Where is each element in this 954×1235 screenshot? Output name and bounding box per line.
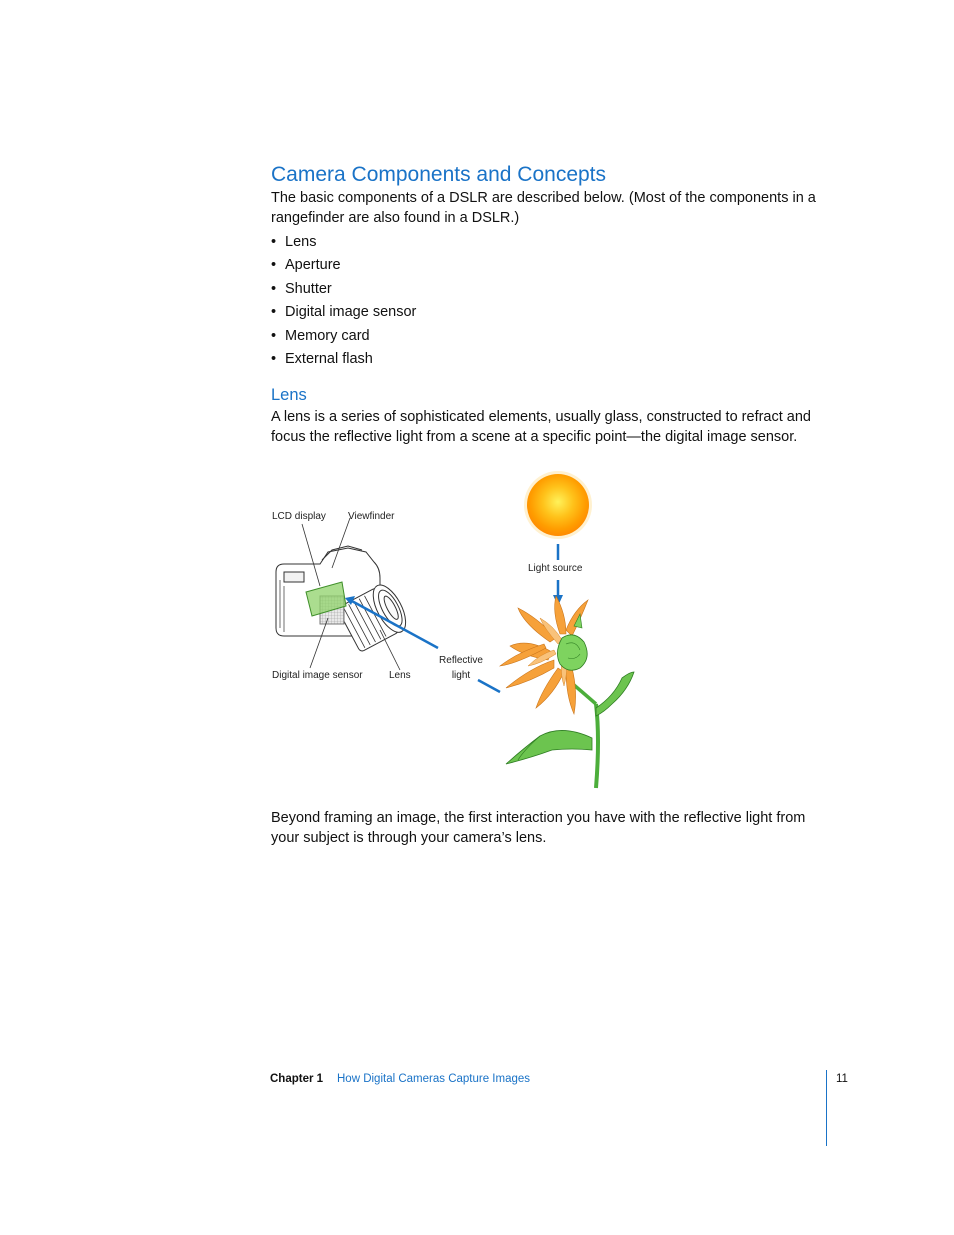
footer-chapter-label: Chapter 1 xyxy=(270,1073,324,1085)
footer-divider xyxy=(826,1070,827,1146)
label-lcd-display: LCD display xyxy=(272,511,326,522)
list-item: • Lens xyxy=(271,234,317,250)
bullet: • xyxy=(271,280,277,297)
list-item: • Memory card xyxy=(271,327,370,344)
list-item: • Shutter xyxy=(271,280,332,297)
bullet: • xyxy=(271,234,277,250)
closing-paragraph: Beyond framing an image, the first interaction you have with the reflective light from your subject is through your camera’s lens. xyxy=(271,810,806,846)
label-viewfinder: Viewfinder xyxy=(348,511,395,522)
list-item: • Digital image sensor xyxy=(271,304,417,321)
section-heading-lens: Lens xyxy=(271,386,307,404)
bullet: • xyxy=(271,350,277,367)
lens-paragraph: A lens is a series of sophisticated elements, usually glass, constructed to refract and focus the reflective light from a scene at a specific point—the digital image sensor. xyxy=(271,409,811,445)
label-light-source: Light source xyxy=(528,563,583,574)
intro-paragraph: The basic components of a DSLR are described below. (Most of the components in a rangefinder are also found in a DSLR.) xyxy=(271,190,816,226)
list-item: • Aperture xyxy=(271,257,341,274)
bullet: • xyxy=(271,327,277,344)
list-item: • External flash xyxy=(271,350,373,367)
sun-icon xyxy=(524,471,592,539)
bullet: • xyxy=(271,257,277,274)
label-reflective-light: Reflective light xyxy=(439,655,483,681)
camera-light-diagram xyxy=(262,468,662,798)
label-lens: Lens xyxy=(389,670,411,681)
component-list xyxy=(271,232,416,372)
camera-illustration xyxy=(276,546,412,653)
page-title: Camera Components and Concepts xyxy=(271,163,607,186)
label-digital-image-sensor: Digital image sensor xyxy=(272,670,363,681)
page-number: 11 xyxy=(836,1073,848,1085)
footer-chapter-title[interactable]: How Digital Cameras Capture Images xyxy=(337,1073,531,1085)
sunflower-illustration xyxy=(500,596,634,788)
bullet: • xyxy=(271,304,277,321)
